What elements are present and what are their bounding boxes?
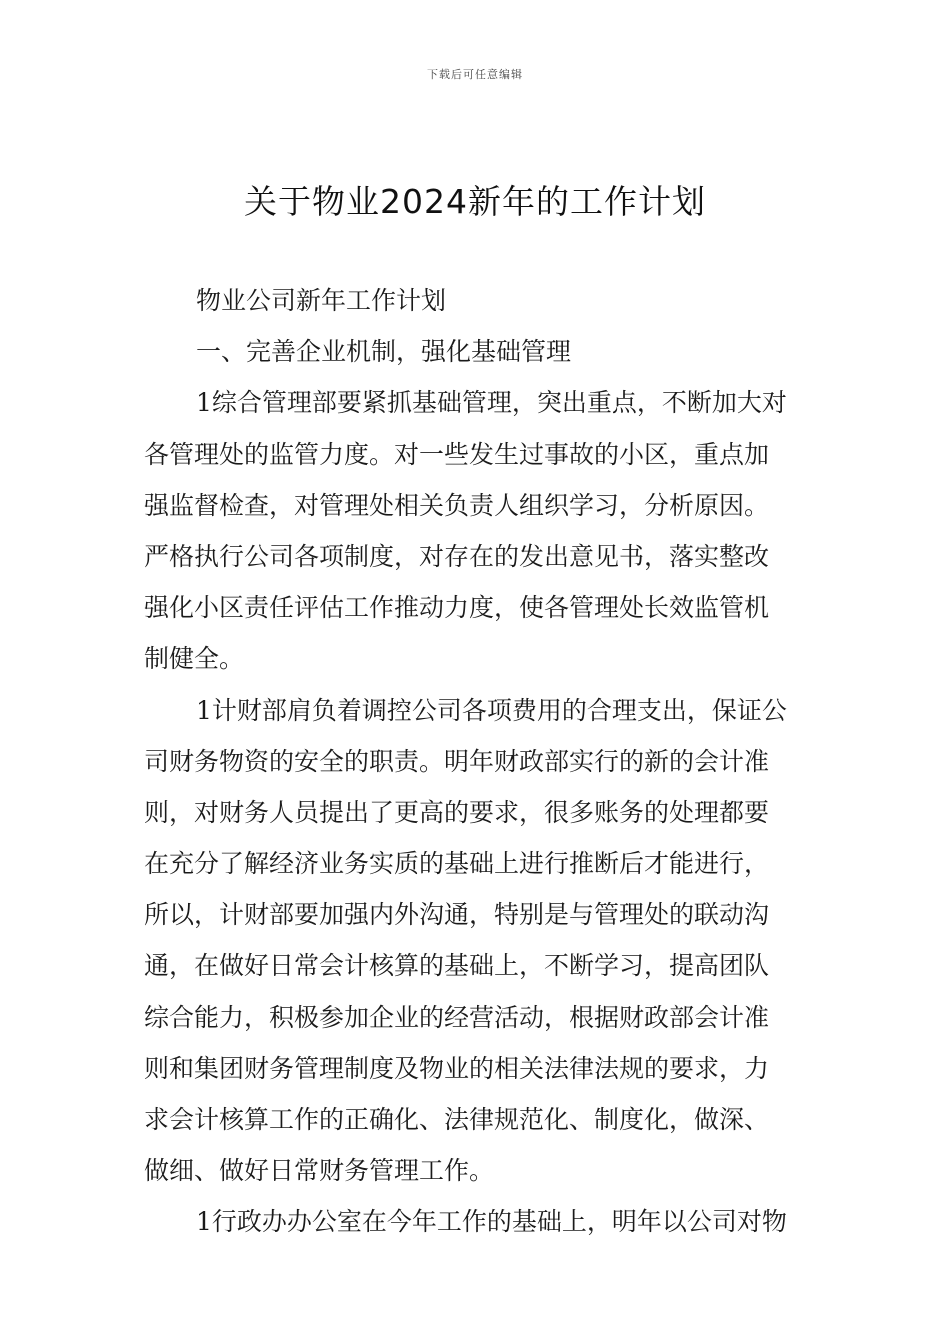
paragraph-line: 求会计核算工作的正确化、法律规范化、制度化，做深、 <box>144 1105 770 1134</box>
document-body <box>144 275 808 1248</box>
paragraph-line: 在充分了解经济业务实质的基础上进行推断后才能进行， <box>144 849 770 879</box>
section-heading: 一、完善企业机制，强化基础管理 <box>196 337 572 367</box>
paragraph-line: 严格执行公司各项制度，对存在的发出意见书，落实整改 <box>144 541 770 571</box>
paragraph-line: 1综合管理部要紧抓基础管理，突出重点，不断加大对 <box>196 388 787 418</box>
paragraph-line: 1行政办办公室在今年工作的基础上，明年以公司对物 <box>196 1207 787 1237</box>
paragraph-line: 各管理处的监管力度。对一些发生过事故的小区，重点加 <box>144 439 770 469</box>
paragraph-line: 则，对财务人员提出了更高的要求，很多账务的处理都要 <box>144 797 770 827</box>
paragraph-2 <box>144 685 808 1197</box>
paragraph-line: 所以，计财部要加强内外沟通，特别是与管理处的联动沟 <box>144 900 770 930</box>
paragraph-line: 做细、做好日常财务管理工作。 <box>144 1156 495 1186</box>
paragraph-line: 通，在做好日常会计核算的基础上，不断学习，提高团队 <box>144 951 770 981</box>
paragraph-line: 制健全。 <box>144 644 245 674</box>
paragraph-line: 强化小区责任评估工作推动力度，使各管理处长效监管机 <box>144 593 770 623</box>
paragraph-line: 强监督检查，对管理处相关负责人组织学习，分析原因。 <box>144 490 770 520</box>
paragraph-3 <box>144 1196 808 1247</box>
paragraph-line: 则和集团财务管理制度及物业的相关法律法规的要求，力 <box>144 1053 770 1083</box>
document-title: 关于物业2024新年的工作计划 <box>244 182 706 221</box>
paragraph-1 <box>144 377 808 684</box>
paragraph-line: 司财务物资的安全的职责。明年财政部实行的新的会计准 <box>144 746 770 776</box>
subtitle: 物业公司新年工作计划 <box>196 286 447 315</box>
paragraph-line: 综合能力，积极参加企业的经营活动，根据财政部会计准 <box>144 1002 770 1032</box>
header-note: 下载后可任意编辑 <box>427 68 523 81</box>
paragraph-line: 1计财部肩负着调控公司各项费用的合理支出，保证公 <box>196 695 787 725</box>
